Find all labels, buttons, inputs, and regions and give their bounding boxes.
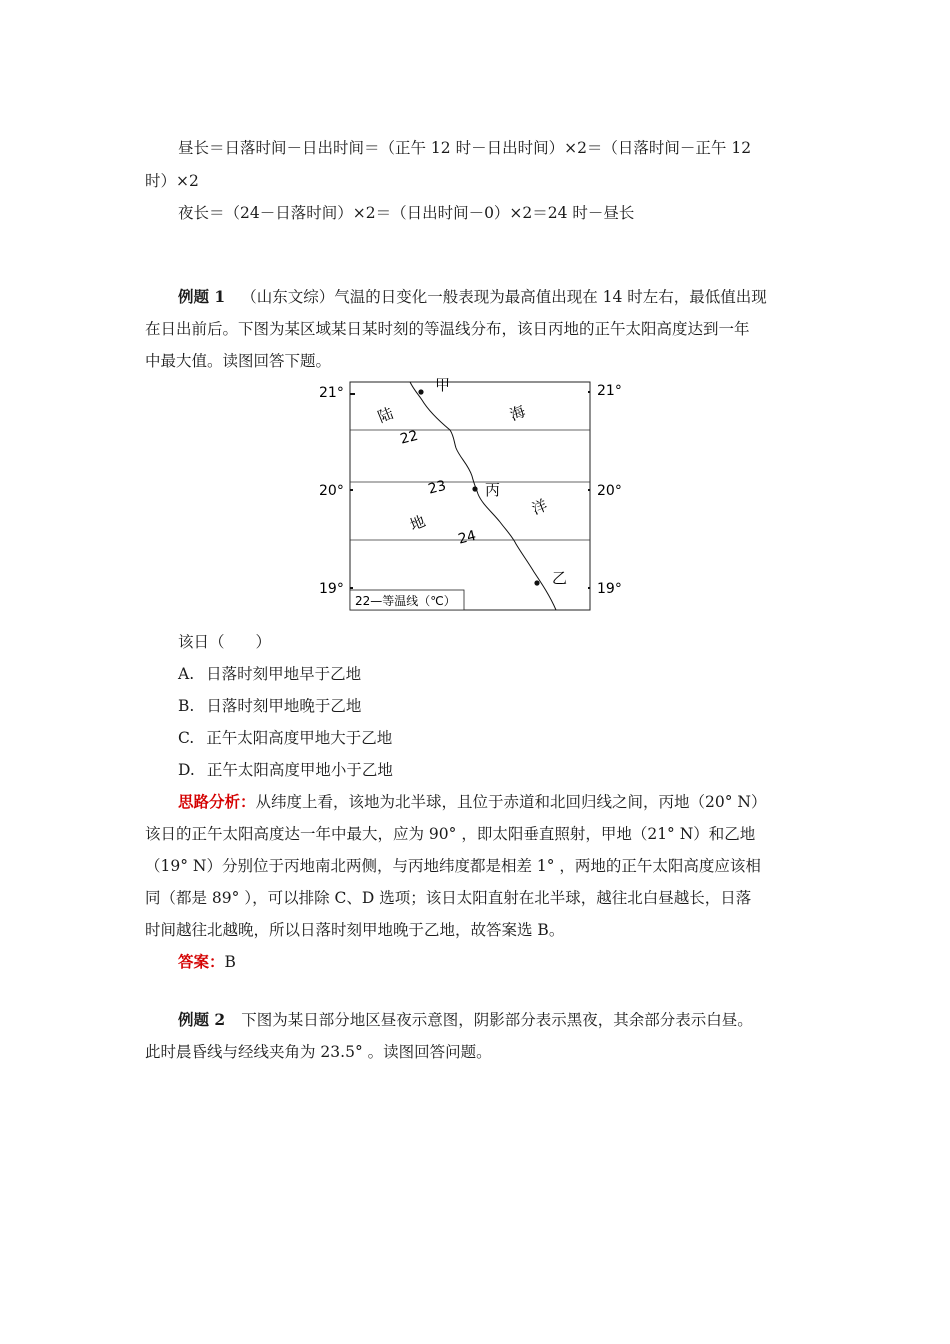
example2-stem-line2: 此时晨昏线与经线夹角为 23.5° 。读图回答问题。 bbox=[145, 1043, 492, 1061]
option-b-letter: B. bbox=[178, 697, 195, 715]
day-length-formula-line1: 昼长＝日落时间－日出时间＝（正午 12 时－日出时间）×2＝（日落时间－正午 12 bbox=[178, 139, 752, 157]
analysis-line2: 该日的正午太阳高度达一年中最大，应为 90° ，即太阳垂直照射，甲地（21° N）和乙地 bbox=[145, 825, 756, 843]
option-b-text: 日落时刻甲地晚于乙地 bbox=[206, 697, 362, 715]
example1-stem-line2: 在日出前后。下图为某区域某日某时刻的等温线分布，该日丙地的正午太阳高度达到一年 bbox=[145, 320, 750, 338]
option-c bbox=[178, 728, 843, 748]
option-d-letter: D. bbox=[178, 761, 195, 779]
isotherm-value-24: 24 bbox=[456, 527, 478, 548]
example1-stem-line1 bbox=[178, 287, 843, 307]
example1-question: 该日（ ） bbox=[178, 633, 272, 651]
example2-stem-line1 bbox=[178, 1010, 843, 1030]
point-yi-marker bbox=[534, 580, 539, 585]
isotherm-map bbox=[314, 372, 634, 616]
option-a bbox=[178, 664, 843, 684]
analysis-label: 思路分析： bbox=[178, 792, 256, 811]
option-a-letter: A. bbox=[178, 665, 195, 683]
example2-stem-text: 下图为某日部分地区昼夜示意图，阴影部分表示黑夜，其余部分表示白昼。 bbox=[241, 1011, 753, 1029]
option-d-text: 正午太阳高度甲地小于乙地 bbox=[206, 761, 393, 779]
lat-label-21-right: 21° bbox=[597, 383, 622, 399]
lat-label-21-left: 21° bbox=[319, 385, 344, 401]
example2-label: 例题 2 bbox=[178, 1010, 226, 1029]
sea-label-hai: 海 bbox=[507, 402, 528, 425]
answer-line bbox=[178, 952, 843, 972]
analysis-line3: （19° N）分别位于丙地南北两侧，与丙地纬度都是相差 1° ，两地的正午太阳高度应该相 bbox=[145, 857, 761, 875]
sea-label-yang: 洋 bbox=[529, 496, 550, 519]
option-c-letter: C. bbox=[178, 729, 195, 747]
example1-stem-text: （山东文综）气温的日变化一般表现为最高值出现在 14 时左右，最低值出现 bbox=[241, 288, 767, 306]
point-yi-label: 乙 bbox=[552, 569, 568, 587]
legend-text: 22—等温线（℃） bbox=[355, 594, 456, 608]
example1-label: 例题 1 bbox=[178, 287, 226, 306]
option-a-text: 日落时刻甲地早于乙地 bbox=[206, 665, 362, 683]
lat-label-19-right: 19° bbox=[597, 581, 622, 597]
land-label-lu: 陆 bbox=[375, 404, 396, 427]
answer-label: 答案： bbox=[178, 952, 225, 971]
night-length-formula: 夜长＝（24－日落时间）×2＝（日出时间－0）×2＝24 时－昼长 bbox=[178, 204, 635, 222]
land-label-di: 地 bbox=[407, 512, 428, 535]
analysis-line5: 时间越往北越晚，所以日落时刻甲地晚于乙地，故答案选 B。 bbox=[145, 921, 565, 939]
option-d bbox=[178, 760, 843, 780]
analysis-line1 bbox=[178, 792, 843, 812]
analysis-text1: 从纬度上看，该地为北半球，且位于赤道和北回归线之间，丙地（20° N） bbox=[255, 793, 767, 811]
analysis-line4: 同（都是 89° ），可以排除 C、D 选项；该日太阳直射在北半球，越往北白昼越长，日落 bbox=[145, 889, 752, 907]
option-c-text: 正午太阳高度甲地大于乙地 bbox=[206, 729, 393, 747]
lat-label-20-right: 20° bbox=[597, 483, 622, 499]
point-bing-marker bbox=[472, 486, 477, 491]
lat-label-20-left: 20° bbox=[319, 483, 344, 499]
point-jia-label: 甲 bbox=[435, 376, 451, 394]
isotherm-value-22: 22 bbox=[398, 427, 420, 448]
point-jia-marker bbox=[418, 389, 423, 394]
lat-label-19-left: 19° bbox=[319, 581, 344, 597]
day-length-formula-line2: 时）×2 bbox=[145, 172, 199, 190]
point-bing-label: 丙 bbox=[485, 481, 501, 499]
example1-stem-line3: 中最大值。读图回答下题。 bbox=[145, 352, 332, 370]
option-b bbox=[178, 696, 843, 716]
answer-value: B bbox=[224, 953, 236, 971]
isotherm-value-23: 23 bbox=[426, 477, 448, 498]
